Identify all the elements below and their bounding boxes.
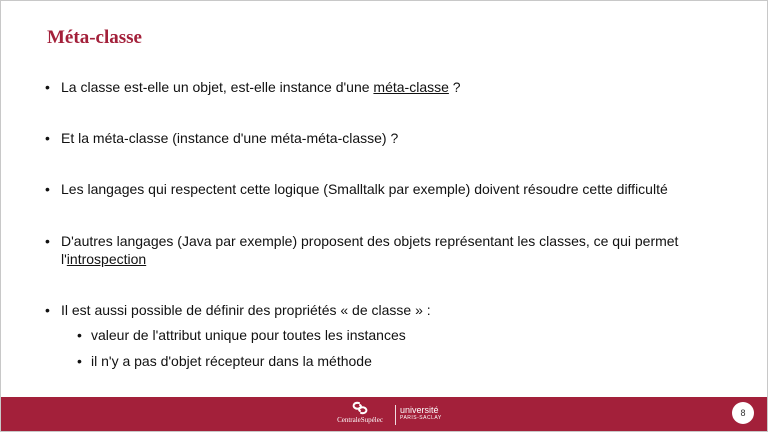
- bullet-dot: •: [45, 233, 50, 249]
- page-number-badge: 8: [732, 402, 754, 424]
- bullet-dot: •: [77, 353, 82, 369]
- bullet-item: [45, 129, 735, 147]
- bullet-item: [45, 232, 735, 268]
- universite-logo-text: université: [400, 405, 439, 415]
- centralesupelec-logo-text: CentraleSupélec: [337, 416, 383, 424]
- bullet-text: Il est aussi possible de définir des propriétés « de classe » :: [61, 302, 431, 318]
- bullet-text-prefix: l': [61, 251, 67, 267]
- bullet-text: Les langages qui respectent cette logique (Smalltalk par exemple) doivent résoudre cette difficulté: [61, 181, 668, 197]
- slide-title: Méta-classe: [47, 27, 142, 48]
- meta-classe-link[interactable]: méta-classe: [373, 79, 449, 95]
- bullet-dot: •: [45, 302, 50, 318]
- bullet-dot: •: [45, 79, 50, 95]
- centralesupelec-logo: [331, 401, 389, 429]
- bullet-item: [45, 78, 735, 96]
- introspection-link[interactable]: introspection: [66, 251, 147, 267]
- centralesupelec-emblem-icon: [350, 401, 370, 415]
- bullet-dot: •: [45, 181, 50, 197]
- bullet-dot: •: [77, 327, 82, 343]
- sub-bullet-item: [77, 326, 727, 344]
- bullet-text-line1: D'autres langages (Java par exemple) proposent des objets représentant les classes, ce qui permet: [61, 233, 679, 249]
- sub-bullet-text: il n'y a pas d'objet récepteur dans la méthode: [91, 353, 372, 369]
- bullet-text-before: La classe est-elle un objet, est-elle instance d'une: [61, 79, 374, 95]
- footer-bar: [1, 397, 767, 431]
- sub-bullet-text: valeur de l'attribut unique pour toutes les instances: [91, 327, 406, 343]
- bullet-item: [45, 301, 735, 319]
- bullet-text: [61, 232, 735, 268]
- logo-divider: [395, 405, 396, 425]
- bullet-dot: •: [45, 130, 50, 146]
- sub-bullet-item: [77, 352, 727, 370]
- bullet-text-after: ?: [448, 79, 461, 95]
- bullet-text: [61, 78, 735, 96]
- bullet-text: Et la méta-classe (instance d'une méta-méta-classe) ?: [61, 130, 399, 146]
- bullet-item: [45, 180, 735, 198]
- paris-saclay-logo-text: PARIS-SACLAY: [400, 415, 442, 421]
- universite-paris-saclay-logo: [400, 405, 442, 422]
